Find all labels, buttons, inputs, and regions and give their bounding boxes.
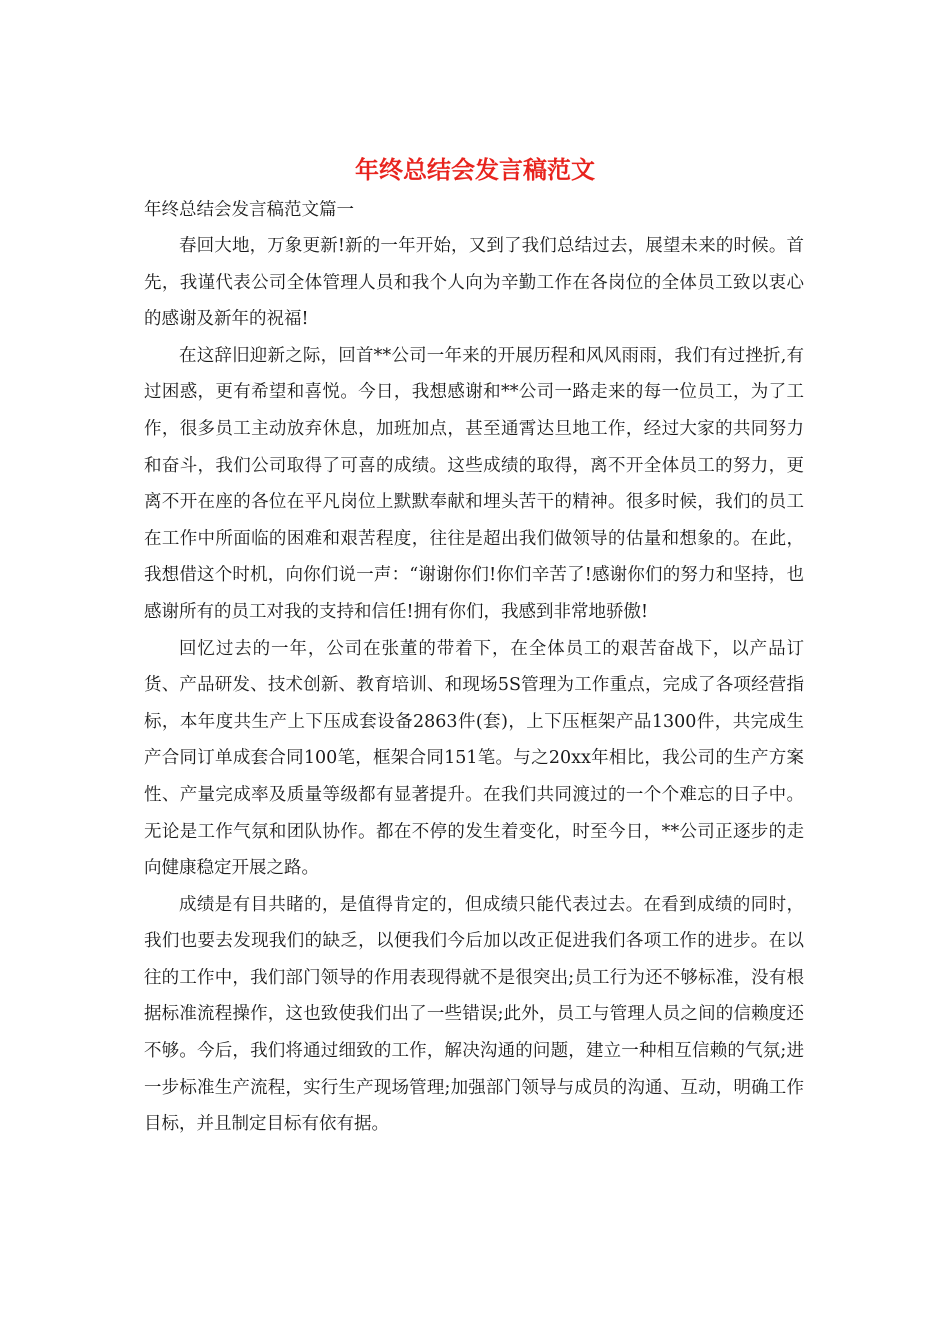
paragraph-3: 回忆过去的一年，公司在张董的带着下，在全体员工的艰苦奋战下，以产品订货、产品研发、技术创新、教育培训、和现场5S管理为工作重点，完成了各项经营指标，本年度共生产上下压成套设备2863件(套)，上下压框架产品1300件，共完成生产合同订单成套合同100笔，框架合同151笔。与之20xx年相比，我公司的生产方案性、产量完成率及质量等级都有显著提升。在我们共同渡过的一个个难忘的日子中。无论是工作气氛和团队协作。都在不停的发生着变化，时至今日，**公司正逐步的走向健康稳定开展之路。 (144, 638, 804, 879)
paragraph-1: 春回大地，万象更新!新的一年开始，又到了我们总结过去，展望未来的时候。首先，我谨代表公司全体管理人员和我个人向为辛勤工作在各岗位的全体员工致以衷心的感谢及新年的祝福! (144, 236, 804, 330)
paragraph-4: 成绩是有目共睹的，是值得肯定的，但成绩只能代表过去。在看到成绩的同时，我们也要去发现我们的缺乏，以便我们今后加以改正促进我们各项工作的进步。在以往的工作中，我们部门领导的作用表现得就不是很突出;员工行为还不够标准，没有根据标准流程操作，这也致使我们出了一些错误;此外，员工与管理人员之间的信赖度还不够。今后，我们将通过细致的工作，解决沟通的问题，建立一种相互信赖的气氛;进一步标准生产流程，实行生产现场管理;加强部门领导与成员的沟通、互动，明确工作目标，并且制定目标有依有据。 (144, 894, 804, 1135)
document-title: 年终总结会发言稿范文 (355, 156, 595, 184)
document-body (144, 228, 804, 1143)
paragraph-2: 在这辞旧迎新之际，回首**公司一年来的开展历程和风风雨雨，我们有过挫折,有过困惑，更有希望和喜悦。今日，我想感谢和**公司一路走来的每一位员工，为了工作，很多员工主动放弃休息，加班加点，甚至通霄达旦地工作，经过大家的共同努力和奋斗，我们公司取得了可喜的成绩。这些成绩的取得，离不开全体员工的努力，更离不开在座的各位在平凡岗位上默默奉献和埋头苦干的精神。很多时候，我们的员工在工作中所面临的困难和艰苦程度，往往是超出我们做领导的估量和想象的。在此，我想借这个时机，向你们说一声：“谢谢你们!你们辛苦了!感谢你们的努力和坚持，也感谢所有的员工对我的支持和信任!拥有你们，我感到非常地骄傲! (144, 345, 804, 622)
section-heading: 年终总结会发言稿范文篇一 (144, 200, 354, 220)
